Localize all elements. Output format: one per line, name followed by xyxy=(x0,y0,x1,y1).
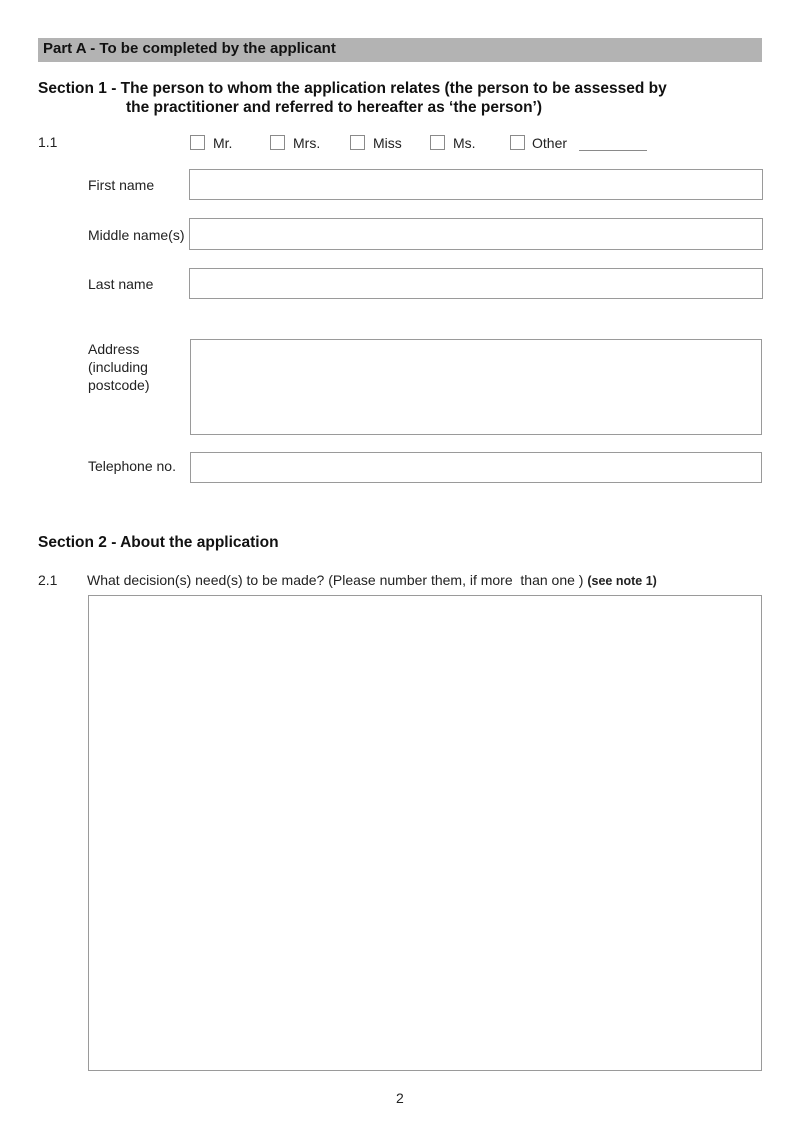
checkbox-mr[interactable] xyxy=(190,135,205,150)
decision-question xyxy=(87,572,657,588)
telephone-label: Telephone no. xyxy=(88,458,176,474)
address-label xyxy=(88,340,149,394)
last-name-field[interactable] xyxy=(189,268,763,299)
checkbox-mrs-label: Mrs. xyxy=(293,135,321,151)
telephone-field[interactable] xyxy=(190,452,762,483)
item-number-1-1: 1.1 xyxy=(38,134,58,150)
middle-names-field[interactable] xyxy=(189,218,763,250)
decisions-answer-box[interactable] xyxy=(88,595,762,1071)
address-label-line-2: (including xyxy=(88,359,148,375)
checkbox-other-label: Other xyxy=(532,135,568,151)
address-field[interactable] xyxy=(190,339,762,435)
section-2-title: Section 2 - About the application xyxy=(38,534,279,551)
section-1-title-line-2: the practitioner and referred to hereafter as ‘the person’) xyxy=(126,99,543,116)
other-title-input[interactable] xyxy=(579,136,647,151)
checkbox-mr-label: Mr. xyxy=(213,135,233,151)
middle-names-label: Middle name(s) xyxy=(88,227,185,243)
first-name-field[interactable] xyxy=(189,169,763,200)
page-number: 2 xyxy=(396,1090,404,1106)
address-label-line-3: postcode) xyxy=(88,377,150,393)
part-a-banner: Part A - To be completed by the applicant xyxy=(38,38,762,62)
checkbox-ms-label: Ms. xyxy=(453,135,476,151)
checkbox-miss[interactable] xyxy=(350,135,365,150)
decision-question-text: What decision(s) need(s) to be made? (Please number them, if more than one ) xyxy=(87,572,584,588)
item-number-2-1: 2.1 xyxy=(38,572,58,588)
section-1-title-line-1: Section 1 - The person to whom the application relates (the person to be assessed by xyxy=(38,80,667,97)
checkbox-miss-label: Miss xyxy=(373,135,402,151)
address-label-line-1: Address xyxy=(88,341,140,357)
checkbox-other[interactable] xyxy=(510,135,525,150)
checkbox-ms[interactable] xyxy=(430,135,445,150)
first-name-label: First name xyxy=(88,177,155,193)
checkbox-mrs[interactable] xyxy=(270,135,285,150)
see-note-1: (see note 1) xyxy=(587,574,657,588)
last-name-label: Last name xyxy=(88,276,154,292)
